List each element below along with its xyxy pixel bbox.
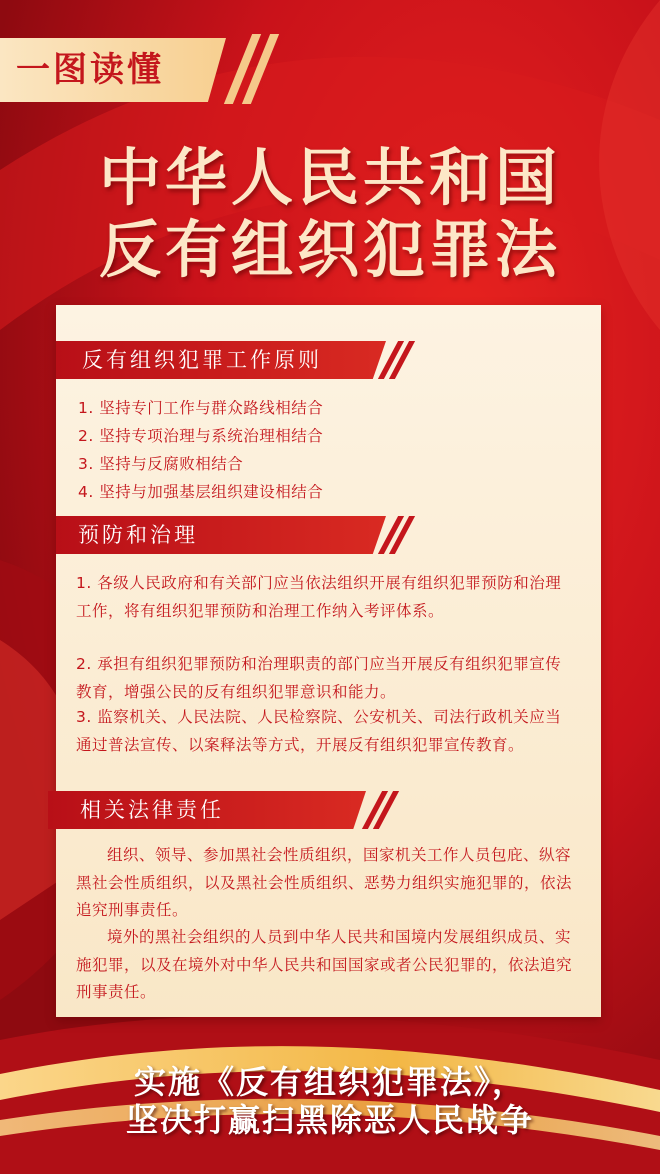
paragraph: 组织、领导、参加黑社会性质组织，国家机关工作人员包庇、纵容黑社会性质组织，以及黑社会性质组织、恶势力组织实施犯罪的，依法追究刑事责任。 — [76, 846, 573, 919]
paragraph: 2. 承担有组织犯罪预防和治理职责的部门应当开展反有组织犯罪宣传教育，增强公民的反有组织犯罪意识和能力。 — [76, 655, 562, 701]
slogan-line1: 实施《反有组织犯罪法》， — [133, 1063, 526, 1101]
list-item: 1. 坚持专门工作与群众路线相结合 — [78, 399, 324, 417]
page-title-line2: 反有组织犯罪法 — [98, 213, 561, 286]
list-item: 3. 坚持与反腐败相结合 — [78, 455, 244, 473]
section-heading: 相关法律责任 — [80, 798, 224, 822]
section-heading: 预防和治理 — [78, 523, 198, 547]
paragraph: 3. 监察机关、人民法院、人民检察院、公安机关、司法行政机关应当通过普法宣传、以案释法等方式，开展反有组织犯罪宣传教育。 — [76, 708, 562, 754]
paragraph: 1. 各级人民政府和有关部门应当依法组织开展有组织犯罪预防和治理工作，将有组织犯罪预防和治理工作纳入考评体系。 — [76, 574, 562, 620]
slogan-line2: 坚决打赢扫黑除恶人民战争 — [125, 1101, 534, 1139]
list-item: 4. 坚持与加强基层组织建设相结合 — [78, 483, 324, 501]
paragraph: 境外的黑社会组织的人员到中华人民共和国境内发展组织成员、实施犯罪，以及在境外对中华人民共和国国家或者公民犯罪的，依法追究刑事责任。 — [76, 928, 573, 1001]
list-item: 2. 坚持专项治理与系统治理相结合 — [78, 427, 324, 445]
section-heading: 反有组织犯罪工作原则 — [82, 348, 322, 372]
badge-label: 一图读懂 — [16, 50, 164, 90]
page-title-line1: 中华人民共和国 — [98, 141, 561, 214]
